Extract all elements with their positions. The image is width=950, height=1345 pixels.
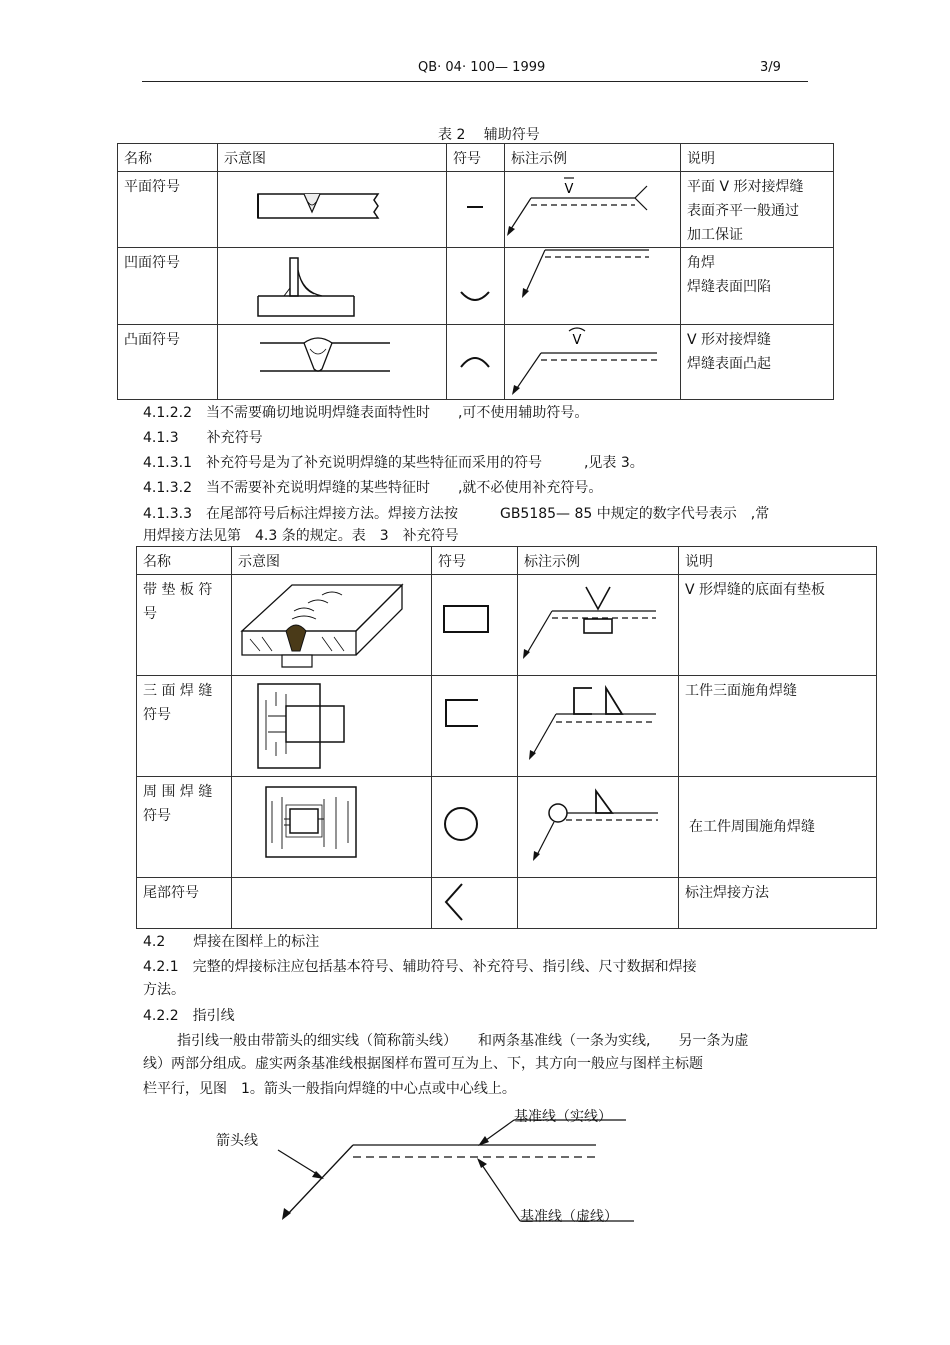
row-name: 凹面符号 [118, 248, 218, 325]
table-row [137, 777, 877, 878]
convex-example [505, 325, 681, 400]
para-4-1-3-3-cont: 用焊接方法见第 4.3 条的规定。表 3 补充符号 [143, 528, 459, 544]
dashed-baseline-label: 基准线（虚线） [520, 1209, 618, 1225]
table-row [137, 575, 877, 676]
col-diagram: 示意图 [232, 547, 432, 575]
table3-header-row [137, 547, 877, 575]
solid-baseline-label: 基准线（实线） [514, 1109, 612, 1125]
three-sided-diagram [232, 676, 432, 777]
para-4-1-3-1: 4.1.3.1 补充符号是为了补充说明焊缝的某些特征而采用的符号 ,见表 3。 [143, 455, 644, 471]
table-row [137, 878, 877, 929]
three-sided-example [518, 676, 679, 777]
row-desc: 在工件周围施角焊缝 [679, 777, 877, 878]
para-4-1-3-2: 4.1.3.2 当不需要补充说明焊缝的某些特征时 ,就不必使用补充符号。 [143, 480, 603, 496]
col-example: 标注示例 [505, 144, 681, 172]
para-4-2-2-a: 指引线一般由带箭头的细实线（简称箭头线） 和两条基准线（一条为实线, 另一条为虚 [177, 1033, 749, 1049]
three-sided-symbol [432, 676, 518, 777]
row-name: 凸面符号 [118, 325, 218, 400]
all-around-symbol [432, 777, 518, 878]
flat-symbol [447, 172, 505, 248]
row-name: 平面符号 [118, 172, 218, 248]
all-around-example [518, 777, 679, 878]
section-4-2: 4.2 焊接在图样上的标注 [143, 934, 320, 950]
col-name: 名称 [137, 547, 232, 575]
tail-symbol [432, 878, 518, 929]
backing-plate-diagram [232, 575, 432, 676]
table2-header-row [118, 144, 834, 172]
arrow-line-label: 箭头线 [216, 1133, 258, 1149]
row-desc: 工件三面施角焊缝 [679, 676, 877, 777]
concave-symbol [447, 248, 505, 325]
convex-weld-diagram [218, 325, 447, 400]
concave-weld-diagram [218, 248, 447, 325]
row-desc: 标注焊接方法 [679, 878, 877, 929]
backing-plate-symbol [432, 575, 518, 676]
page-number: 3/9 [760, 60, 781, 75]
row-desc: V 形对接焊缝 焊缝表面凸起 [681, 325, 834, 400]
para-4-1-3: 4.1.3 补充符号 [143, 430, 263, 446]
col-desc: 说明 [679, 547, 877, 575]
concave-example [505, 248, 681, 325]
para-4-2-2-b: 线）两部分组成。虚实两条基准线根据图样布置可互为上、下，其方向一般应与图样主标题 [143, 1056, 703, 1072]
v-label: V [564, 182, 574, 197]
tail-diagram-empty [232, 878, 432, 929]
row-name: 三 面 焊 缝 符号 [137, 676, 232, 777]
para-4-1-2-2: 4.1.2.2 当不需要确切地说明焊缝表面特性时 ,可不使用辅助符号。 [143, 405, 589, 421]
v-label: V [572, 333, 582, 348]
flat-weld-diagram [218, 172, 447, 248]
header-rule [142, 81, 808, 82]
col-diagram: 示意图 [218, 144, 447, 172]
tail-example-empty [518, 878, 679, 929]
all-around-diagram [232, 777, 432, 878]
flat-example [505, 172, 681, 248]
row-desc: 角焊 焊缝表面凹陷 [681, 248, 834, 325]
section-4-2-2: 4.2.2 指引线 [143, 1008, 235, 1024]
para-4-2-2-c: 栏平行，见图 1。箭头一般指向焊缝的中心点或中心线上。 [143, 1081, 516, 1097]
row-name: 带 垫 板 符 号 [137, 575, 232, 676]
table-row [118, 248, 834, 325]
backing-plate-example [518, 575, 679, 676]
row-desc: 平面 V 形对接焊缝 表面齐平一般通过 加工保证 [681, 172, 834, 248]
table-row [118, 325, 834, 400]
row-name: 周 围 焊 缝 符号 [137, 777, 232, 878]
table2-caption: 表 2 辅助符号 [438, 127, 540, 143]
para-4-2-1: 4.2.1 完整的焊接标注应包括基本符号、辅助符号、补充符号、指引线、尺寸数据和焊接 [143, 959, 697, 975]
col-symbol: 符号 [432, 547, 518, 575]
table-row [118, 172, 834, 248]
para-4-1-3-3: 4.1.3.3 在尾部符号后标注焊接方法。焊接方法按 GB5185— 85 中规定的数字代号表示 ,常 [143, 506, 770, 522]
para-4-2-1-cont: 方法。 [143, 982, 185, 998]
row-desc: V 形焊缝的底面有垫板 [679, 575, 877, 676]
col-name: 名称 [118, 144, 218, 172]
col-example: 标注示例 [518, 547, 679, 575]
table2 [117, 143, 834, 400]
row-name: 尾部符号 [137, 878, 232, 929]
col-desc: 说明 [681, 144, 834, 172]
table3 [136, 546, 877, 929]
doc-code: QB· 04· 100— 1999 [418, 60, 546, 75]
convex-symbol [447, 325, 505, 400]
table-row [137, 676, 877, 777]
col-symbol: 符号 [447, 144, 505, 172]
